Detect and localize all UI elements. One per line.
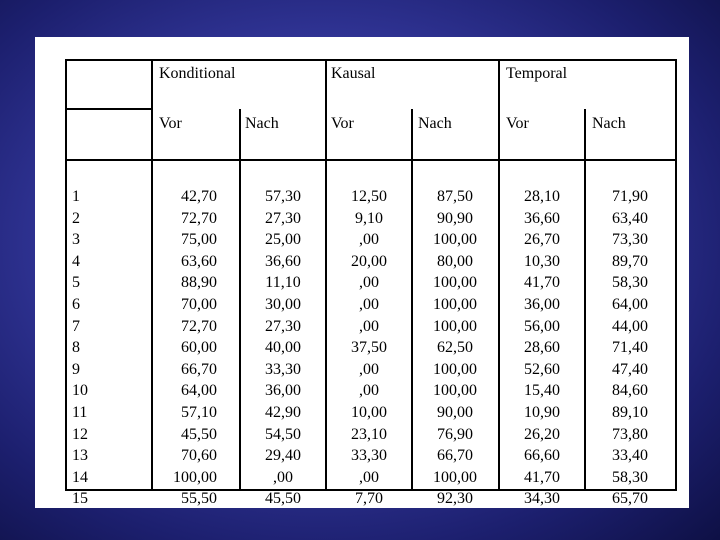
row-labels xyxy=(72,186,132,510)
table-cell: 30,00 xyxy=(265,295,301,313)
table-cell: 71,40 xyxy=(612,339,648,357)
row-label: 8 xyxy=(72,339,80,357)
table-cell: 62,50 xyxy=(437,339,473,357)
table-border-right xyxy=(675,59,677,491)
row-label: 2 xyxy=(72,209,80,227)
column-temporal-vor xyxy=(502,186,582,510)
table-cell: 36,60 xyxy=(265,252,301,270)
table-cell: 73,80 xyxy=(612,425,648,443)
column-divider xyxy=(498,59,500,491)
table-cell: 87,50 xyxy=(437,188,473,205)
subheader-nach: Nach xyxy=(592,115,626,132)
table-cell: 20,00 xyxy=(351,252,387,270)
table-cell: 75,00 xyxy=(181,231,217,249)
table-cell: 89,10 xyxy=(612,403,648,421)
table-cell: 26,20 xyxy=(524,425,560,443)
table-border-top xyxy=(65,59,677,61)
table-cell: ,00 xyxy=(359,295,379,313)
table-cell: 100,00 xyxy=(433,468,477,486)
table-cell: 10,30 xyxy=(524,252,560,270)
group-header-kausal: Kausal xyxy=(331,65,376,82)
table-cell: 90,00 xyxy=(437,403,473,421)
table-cell: 66,70 xyxy=(181,360,217,378)
table-cell: 89,70 xyxy=(612,252,648,270)
table-cell: 36,60 xyxy=(524,209,560,227)
table-cell: 29,40 xyxy=(265,447,301,465)
column-konditional-nach xyxy=(243,186,323,510)
table-cell: 90,90 xyxy=(437,209,473,227)
table-cell: 27,30 xyxy=(265,317,301,335)
table-cell: 70,00 xyxy=(181,295,217,313)
header-divider xyxy=(65,108,153,110)
row-label: 6 xyxy=(72,295,80,313)
table-cell: 88,90 xyxy=(181,274,217,292)
table-cell: 42,90 xyxy=(265,403,301,421)
subheader-vor: Vor xyxy=(506,115,529,132)
table-cell: ,00 xyxy=(359,317,379,335)
table-cell: 100,00 xyxy=(433,317,477,335)
table-cell: 55,50 xyxy=(181,490,217,508)
table-cell: ,00 xyxy=(273,468,293,486)
column-kausal-nach xyxy=(415,186,495,510)
table-cell: 26,70 xyxy=(524,231,560,249)
table-cell: 100,00 xyxy=(433,295,477,313)
table-cell: ,00 xyxy=(359,468,379,486)
table-cell: 72,70 xyxy=(181,209,217,227)
table-cell: 23,10 xyxy=(351,425,387,443)
table-cell: 100,00 xyxy=(173,468,217,486)
table-cell: 12,50 xyxy=(351,188,387,205)
header-divider xyxy=(65,159,677,161)
column-konditional-vor xyxy=(155,186,217,510)
table-cell: 65,70 xyxy=(612,490,648,508)
table-cell: 57,10 xyxy=(181,403,217,421)
table-cell: 58,30 xyxy=(612,468,648,486)
table-cell: 100,00 xyxy=(433,231,477,249)
subheader-nach: Nach xyxy=(245,115,279,132)
table-cell: 40,00 xyxy=(265,339,301,357)
column-divider xyxy=(411,109,413,491)
table-cell: 10,00 xyxy=(351,403,387,421)
table-cell: 33,30 xyxy=(265,360,301,378)
row-label: 11 xyxy=(72,403,88,421)
row-label: 10 xyxy=(72,382,88,400)
table-cell: 100,00 xyxy=(433,360,477,378)
column-temporal-nach xyxy=(588,186,672,510)
row-label: 12 xyxy=(72,425,88,443)
table-cell: 54,50 xyxy=(265,425,301,443)
table-cell: 36,00 xyxy=(265,382,301,400)
table-cell: 15,40 xyxy=(524,382,560,400)
table-cell: 66,70 xyxy=(437,447,473,465)
table-cell: 60,00 xyxy=(181,339,217,357)
row-label: 1 xyxy=(72,188,80,205)
table-cell: 41,70 xyxy=(524,468,560,486)
subheader-vor: Vor xyxy=(331,115,354,132)
column-divider xyxy=(584,109,586,491)
table-cell: 27,30 xyxy=(265,209,301,227)
table-cell: 25,00 xyxy=(265,231,301,249)
table-cell: 100,00 xyxy=(433,382,477,400)
table-cell: 63,40 xyxy=(612,209,648,227)
row-label: 14 xyxy=(72,468,88,486)
table-cell: 41,70 xyxy=(524,274,560,292)
table-cell: 76,90 xyxy=(437,425,473,443)
row-label: 4 xyxy=(72,252,80,270)
table-cell: 28,60 xyxy=(524,339,560,357)
table-cell: ,00 xyxy=(359,274,379,292)
table-cell: 73,30 xyxy=(612,231,648,249)
row-label: 7 xyxy=(72,317,80,335)
row-label: 13 xyxy=(72,447,88,465)
table-cell: 57,30 xyxy=(265,188,301,205)
table-cell: 64,00 xyxy=(181,382,217,400)
table-cell: 92,30 xyxy=(437,490,473,508)
row-label: 3 xyxy=(72,231,80,249)
table-cell: 70,60 xyxy=(181,447,217,465)
table-cell: 42,70 xyxy=(181,188,217,205)
data-table xyxy=(65,59,677,508)
table-cell: 10,90 xyxy=(524,403,560,421)
table-cell: ,00 xyxy=(359,360,379,378)
table-cell: 33,30 xyxy=(351,447,387,465)
table-cell: 34,30 xyxy=(524,490,560,508)
table-border-left xyxy=(65,59,67,491)
table-cell: 45,50 xyxy=(181,425,217,443)
table-cell: 37,50 xyxy=(351,339,387,357)
table-cell: 33,40 xyxy=(612,447,648,465)
table-cell: 80,00 xyxy=(437,252,473,270)
table-cell: 66,60 xyxy=(524,447,560,465)
table-cell: 9,10 xyxy=(355,209,383,227)
table-cell: 56,00 xyxy=(524,317,560,335)
column-divider xyxy=(239,109,241,491)
subheader-vor: Vor xyxy=(159,115,182,132)
table-cell: ,00 xyxy=(359,231,379,249)
row-label: 5 xyxy=(72,274,80,292)
table-cell: 7,70 xyxy=(355,490,383,508)
table-cell: 71,90 xyxy=(612,188,648,205)
table-cell: ,00 xyxy=(359,382,379,400)
table-cell: 47,40 xyxy=(612,360,648,378)
row-label: 9 xyxy=(72,360,80,378)
table-cell: 100,00 xyxy=(433,274,477,292)
column-kausal-vor xyxy=(329,186,409,510)
table-cell: 63,60 xyxy=(181,252,217,270)
table-cell: 64,00 xyxy=(612,295,648,313)
table-cell: 52,60 xyxy=(524,360,560,378)
table-cell: 58,30 xyxy=(612,274,648,292)
slide xyxy=(35,37,689,508)
table-cell: 11,10 xyxy=(265,274,301,292)
table-cell: 45,50 xyxy=(265,490,301,508)
table-cell: 36,00 xyxy=(524,295,560,313)
table-cell: 28,10 xyxy=(524,188,560,205)
row-label: 15 xyxy=(72,490,88,508)
column-divider xyxy=(325,59,327,491)
table-cell: 84,60 xyxy=(612,382,648,400)
row-label-divider xyxy=(151,59,153,491)
group-header-konditional: Konditional xyxy=(159,65,236,82)
subheader-nach: Nach xyxy=(418,115,452,132)
group-header-temporal: Temporal xyxy=(506,65,568,82)
table-cell: 44,00 xyxy=(612,317,648,335)
table-cell: 72,70 xyxy=(181,317,217,335)
